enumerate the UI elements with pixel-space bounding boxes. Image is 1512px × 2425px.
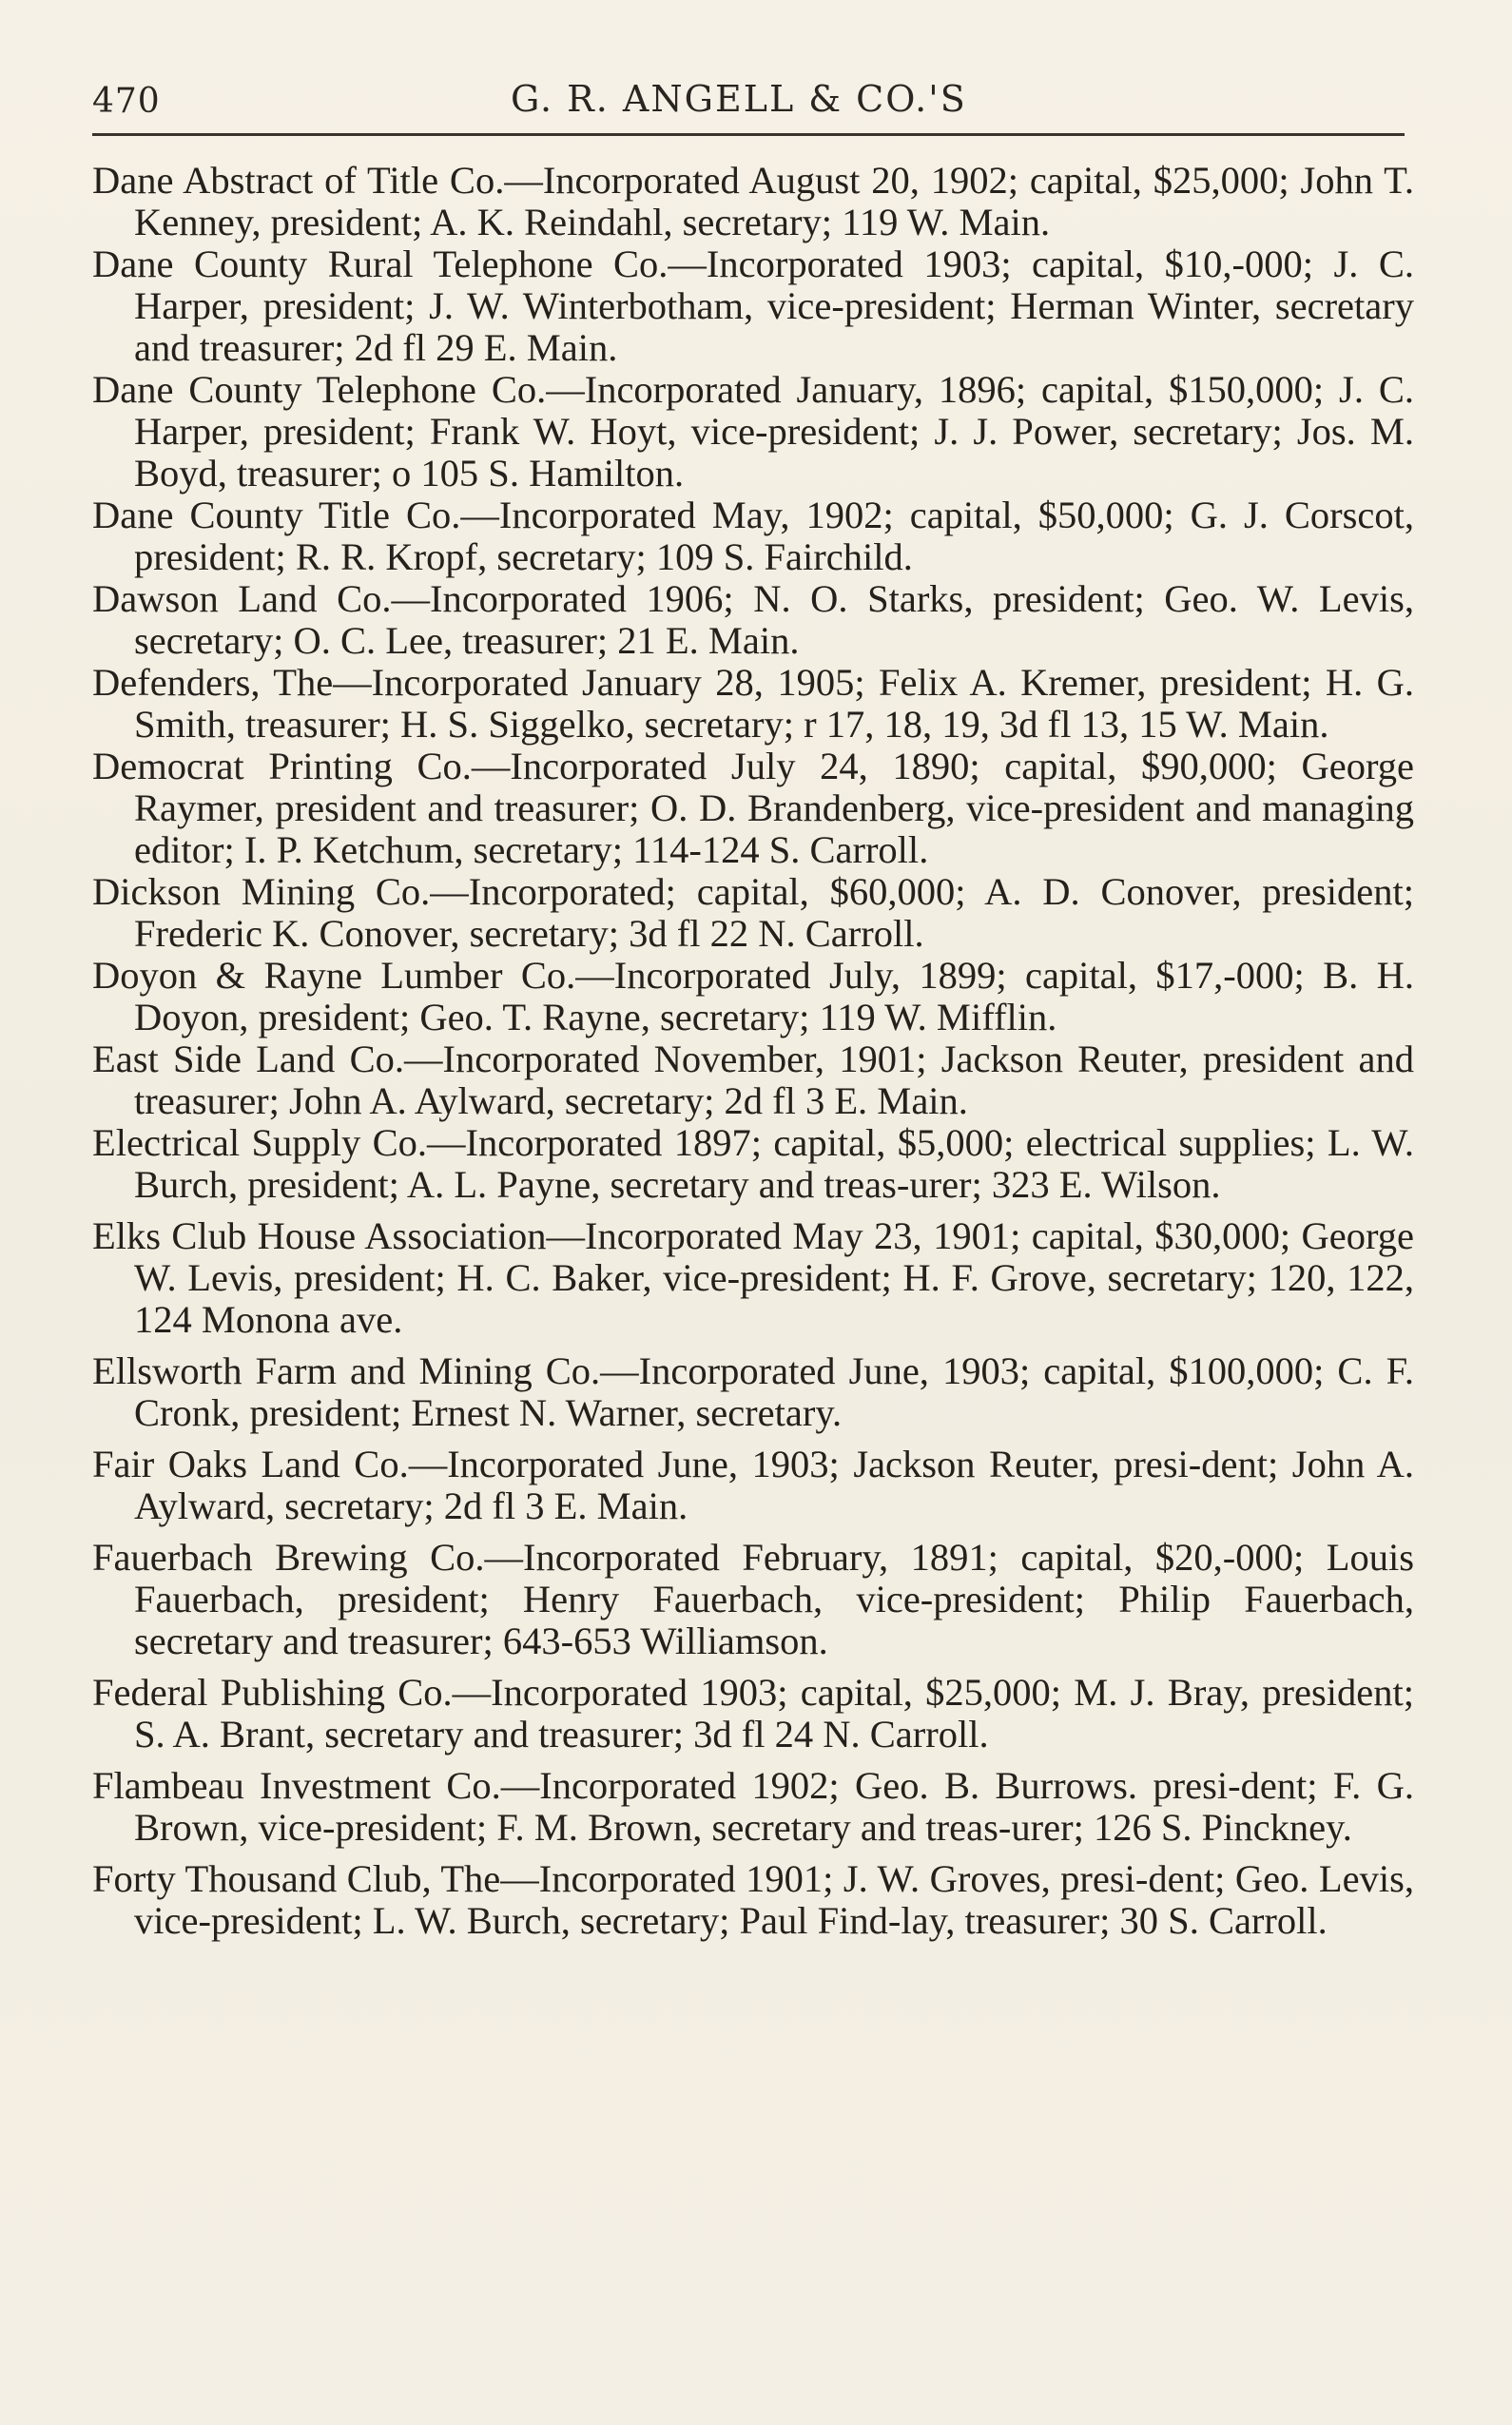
directory-entry: Elks Club House Association—Incorporated May 23, 1901; capital, $30,000; George W. Levis, president; H. C. Baker, vice-president; H. F. Grove, secretary; 120, 122, 124 Monona ave.	[92, 1214, 1414, 1341]
directory-entry: Doyon & Rayne Lumber Co.—Incorporated July, 1899; capital, $17,-000; B. H. Doyon, president; Geo. T. Rayne, secretary; 119 W. Mifflin.	[92, 954, 1414, 1038]
directory-entry: Fair Oaks Land Co.—Incorporated June, 1903; Jackson Reuter, presi-dent; John A. Aylward, secretary; 2d fl 3 E. Main.	[92, 1443, 1414, 1527]
directory-entry: Ellsworth Farm and Mining Co.—Incorporated June, 1903; capital, $100,000; C. F. Cronk, president; Ernest N. Warner, secretary.	[92, 1349, 1414, 1434]
directory-entry: Flambeau Investment Co.—Incorporated 1902; Geo. B. Burrows. presi-dent; F. G. Brown, vice-president; F. M. Brown, secretary and treas-urer; 126 S. Pinckney.	[92, 1764, 1414, 1849]
directory-entry: Dawson Land Co.—Incorporated 1906; N. O. Starks, president; Geo. W. Levis, secretary; O. C. Lee, treasurer; 21 E. Main.	[92, 577, 1414, 662]
directory-entry: Federal Publishing Co.—Incorporated 1903; capital, $25,000; M. J. Bray, president; S. A. Brant, secretary and treasurer; 3d fl 24 N. Carroll.	[92, 1671, 1414, 1756]
directory-entry: East Side Land Co.—Incorporated November, 1901; Jackson Reuter, president and treasurer; John A. Aylward, secretary; 2d fl 3 E. Main.	[92, 1038, 1414, 1122]
directory-entry: Dane County Rural Telephone Co.—Incorporated 1903; capital, $10,-000; J. C. Harper, president; J. W. Winterbotham, vice-president; Herman Winter, secretary and treasurer; 2d fl 29 E. Main.	[92, 242, 1414, 369]
directory-entry: Dane County Title Co.—Incorporated May, 1902; capital, $50,000; G. J. Corscot, president; R. R. Kropf, secretary; 109 S. Fairchild.	[92, 494, 1414, 578]
directory-entry: Fauerbach Brewing Co.—Incorporated February, 1891; capital, $20,-000; Louis Fauerbach, president; Henry Fauerbach, vice-president; Philip Fauerbach, secretary and treasurer; 643-653 Williamson.	[92, 1536, 1414, 1662]
directory-entry: Defenders, The—Incorporated January 28, 1905; Felix A. Kremer, president; H. G. Smith, treasurer; H. S. Siggelko, secretary; r 17, 18, 19, 3d fl 13, 15 W. Main.	[92, 661, 1414, 746]
directory-entries	[92, 160, 1414, 1942]
directory-entry: Forty Thousand Club, The—Incorporated 1901; J. W. Groves, presi-dent; Geo. Levis, vice-president; L. W. Burch, secretary; Paul Find-lay, treasurer; 30 S. Carroll.	[92, 1857, 1414, 1942]
directory-entry: Dane Abstract of Title Co.—Incorporated August 20, 1902; capital, $25,000; John T. Kenney, president; A. K. Reindahl, secretary; 119 W. Main.	[92, 159, 1414, 243]
directory-entry: Electrical Supply Co.—Incorporated 1897; capital, $5,000; electrical supplies; L. W. Burch, president; A. L. Payne, secretary and treas-urer; 323 E. Wilson.	[92, 1121, 1414, 1206]
header-rule	[92, 133, 1405, 136]
directory-entry: Dane County Telephone Co.—Incorporated January, 1896; capital, $150,000; J. C. Harper, president; Frank W. Hoyt, vice-president; J. J. Power, secretary; Jos. M. Boyd, treasurer; o 105 S. Hamilton.	[92, 368, 1414, 495]
page-number: 470	[92, 82, 161, 121]
directory-entry: Democrat Printing Co.—Incorporated July 24, 1890; capital, $90,000; George Raymer, president and treasurer; O. D. Brandenberg, vice-president and managing editor; I. P. Ketchum, secretary; 114-124 S. Carroll.	[92, 745, 1414, 871]
running-head: G. R. ANGELL & CO.'S	[511, 78, 967, 120]
directory-entry: Dickson Mining Co.—Incorporated; capital, $60,000; A. D. Conover, president; Frederic K. Conover, secretary; 3d fl 22 N. Carroll.	[92, 870, 1414, 955]
page-header	[92, 72, 1405, 129]
